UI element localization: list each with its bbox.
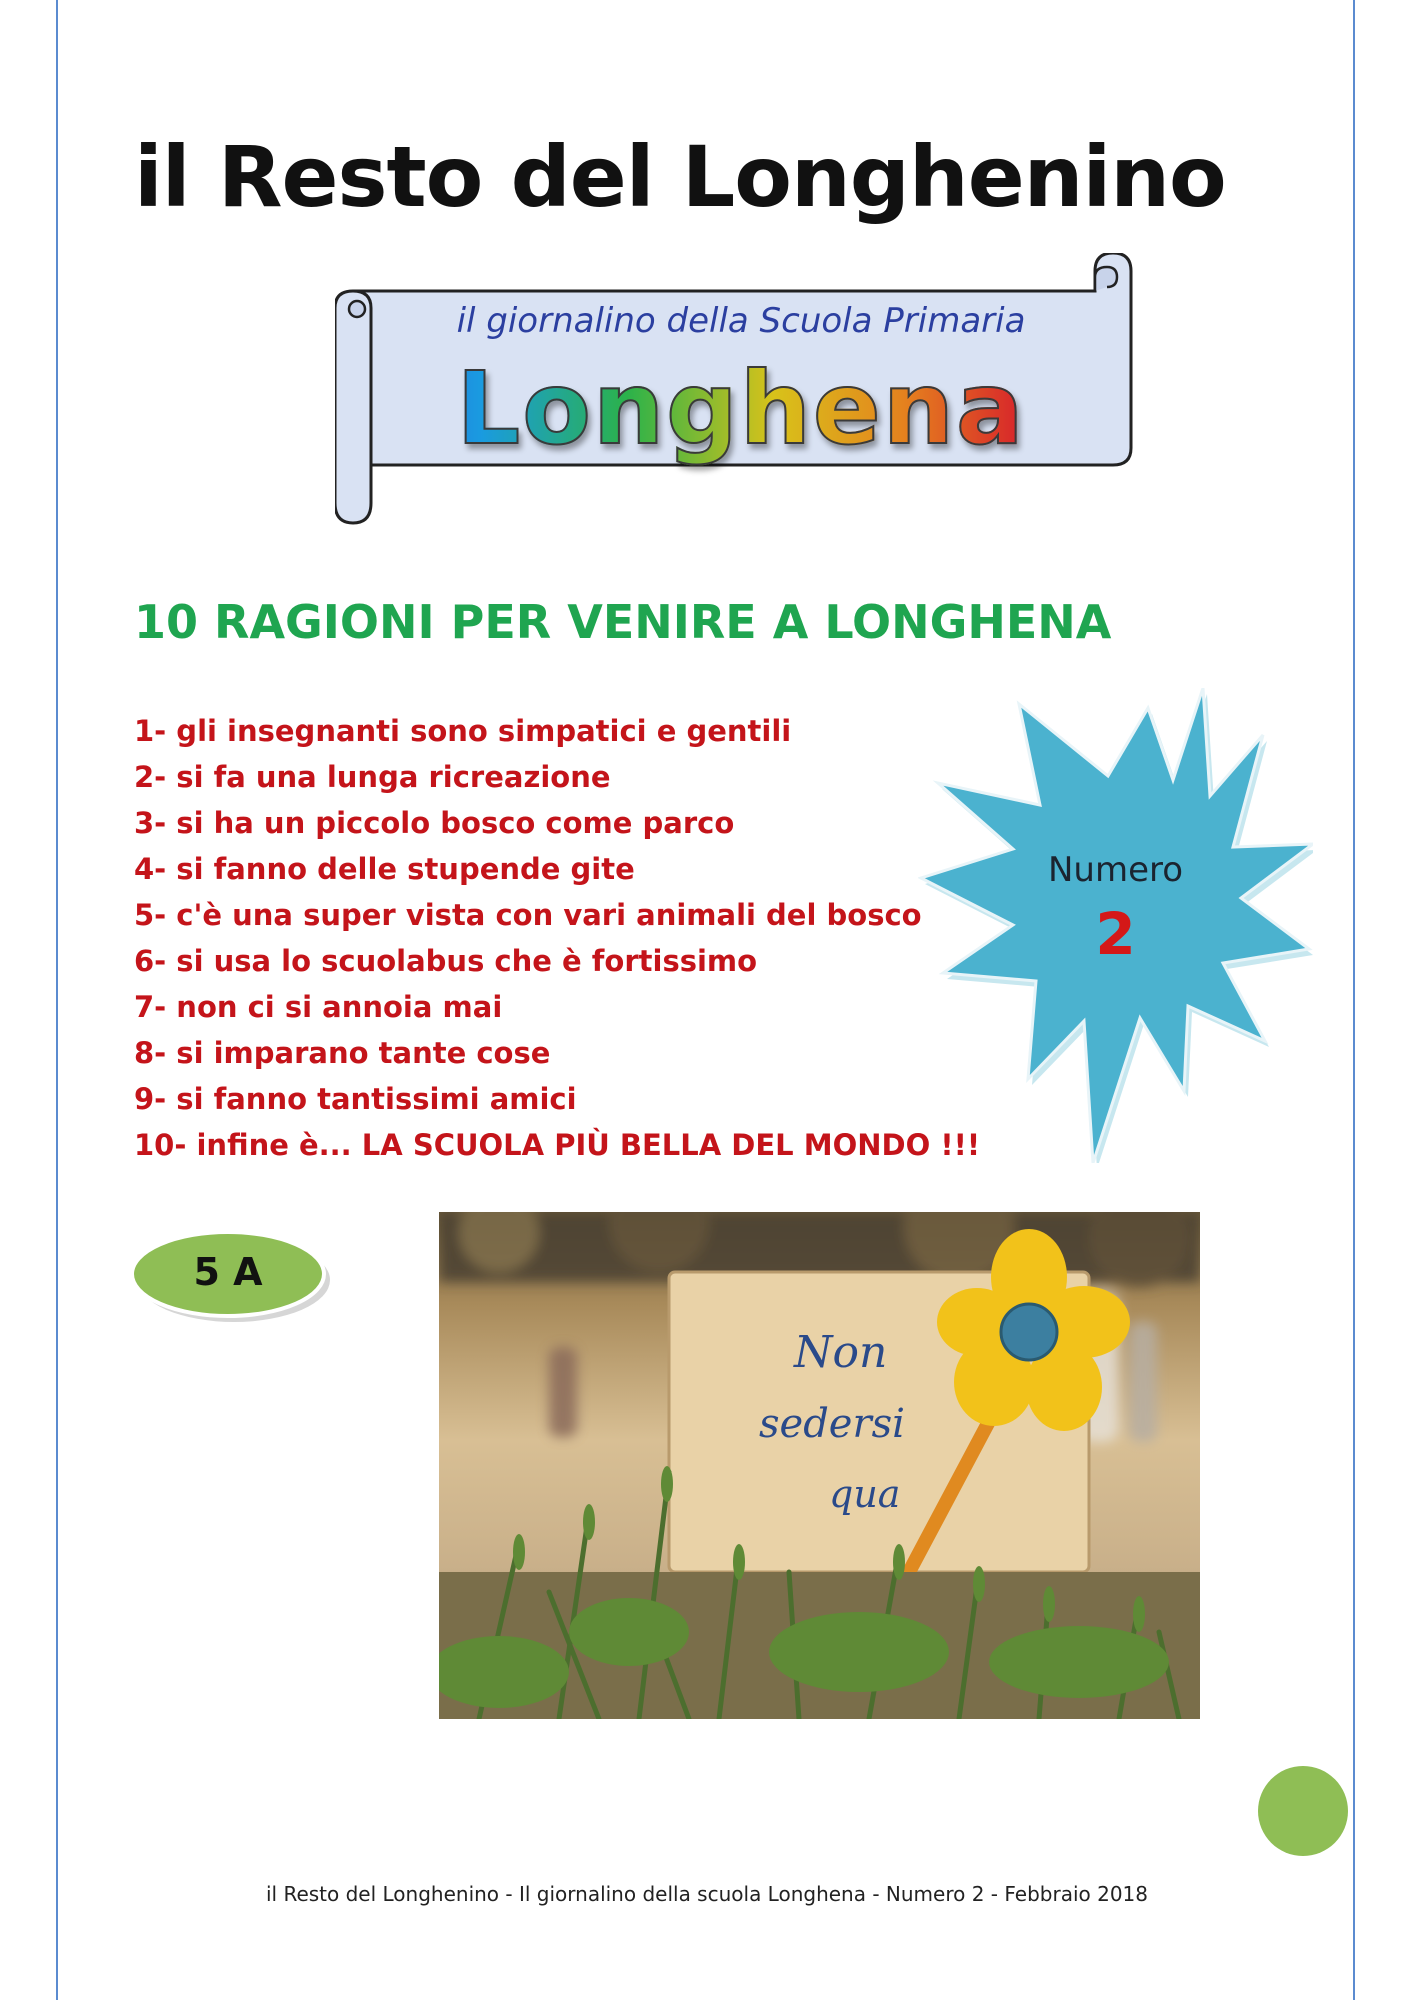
reason-item: 8- si imparano tante cose bbox=[134, 1036, 551, 1070]
reason-item: 4- si fanno delle stupende gite bbox=[134, 852, 635, 886]
class-label: 5 A bbox=[193, 1250, 263, 1294]
article-headline: 10 RAGIONI PER VENIRE A LONGHENA bbox=[134, 595, 1112, 649]
decorative-green-circle bbox=[1258, 1766, 1348, 1856]
school-name-logo: Longhena bbox=[335, 349, 1147, 469]
svg-text:qua: qua bbox=[829, 1472, 901, 1516]
reason-item: 1- gli insegnanti sono simpatici e gentili bbox=[134, 714, 792, 748]
issue-label: Numero bbox=[1047, 850, 1184, 890]
reason-item: 10- infine è... LA SCUOLA PIÙ BELLA DEL MONDO !!! bbox=[134, 1128, 981, 1162]
class-badge bbox=[130, 1228, 332, 1326]
svg-text:sedersi: sedersi bbox=[759, 1401, 905, 1447]
reason-item: 5- c'è una super vista con vari animali del bosco bbox=[134, 898, 922, 932]
reason-item: 2- si fa una lunga ricreazione bbox=[134, 760, 611, 794]
reasons-list bbox=[134, 708, 980, 1168]
svg-text:Non: Non bbox=[794, 1327, 888, 1378]
newspaper-title: il Resto del Longhenino bbox=[134, 128, 1226, 226]
school-garden-photo bbox=[439, 1212, 1200, 1719]
reason-item: 7- non ci si annoia mai bbox=[134, 990, 503, 1024]
reason-item: 9- si fanno tantissimi amici bbox=[134, 1082, 577, 1116]
scroll-subtitle: il giornalino della Scuola Primaria bbox=[456, 301, 1026, 341]
sign-photo-illustration bbox=[439, 1212, 1200, 1719]
left-margin-rule bbox=[56, 0, 58, 2000]
reason-item: 3- si ha un piccolo bosco come parco bbox=[134, 806, 735, 840]
issue-number-starburst bbox=[918, 688, 1313, 1163]
reason-item: 6- si usa lo scuolabus che è fortissimo bbox=[134, 944, 758, 978]
right-margin-rule bbox=[1353, 0, 1355, 2000]
page-footer: il Resto del Longhenino - Il giornalino della scuola Longhena - Numero 2 - Febbraio 2018 bbox=[265, 1882, 1149, 1906]
masthead-scroll-banner bbox=[335, 253, 1147, 533]
issue-number: 2 bbox=[1095, 900, 1136, 968]
